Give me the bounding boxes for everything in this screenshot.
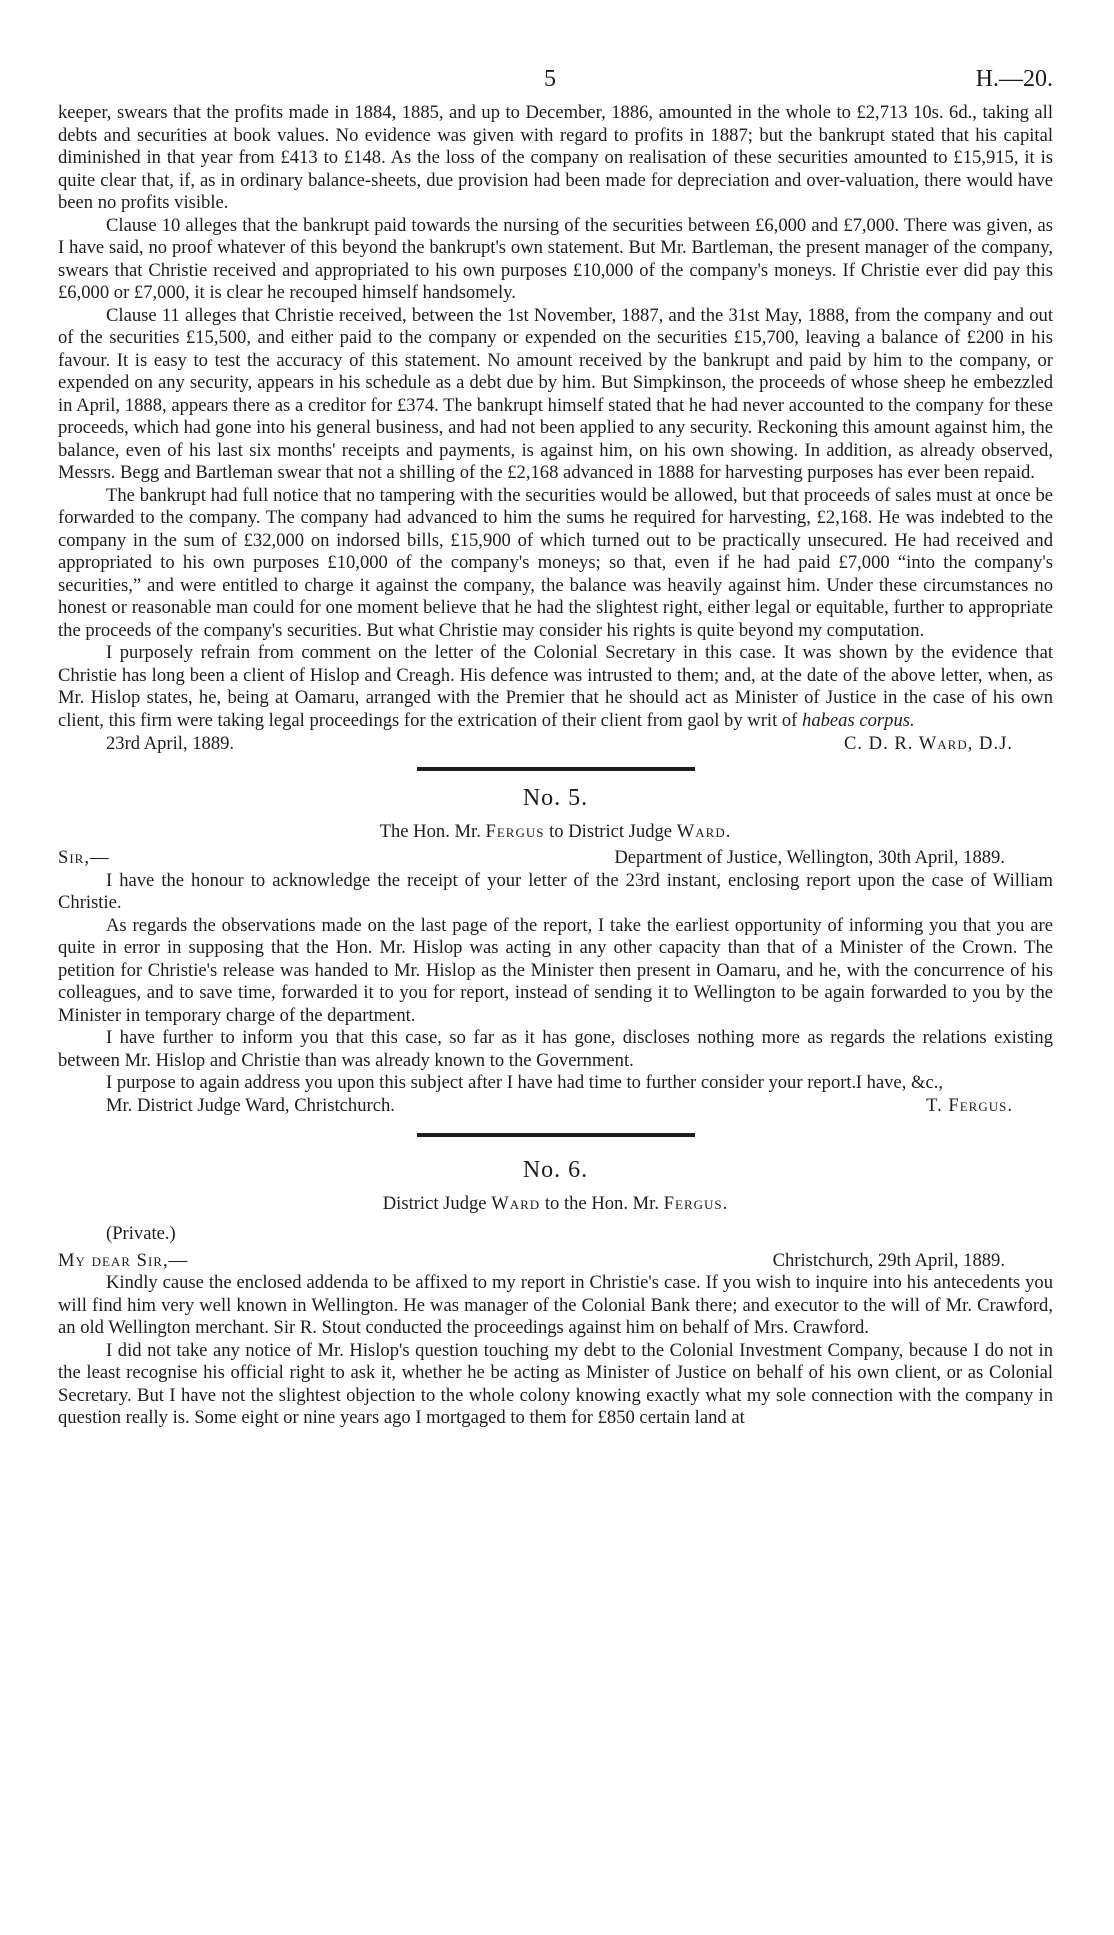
report-signature: C. D. R. Ward, D.J. (843, 733, 1013, 754)
paragraph-continued: keeper, swears that the profits made in 1884, 1885, and up to December, 1886, amounted in the whole to £2,713 10s. 6d., taking all debts and securities at book values. No evidence was given with regard to profits in 1887; but the bankrupt stated that his capital diminished in that year from £413 to £148. As the loss of the company on realisation of these securities amounted to £15,915, it is quite clear that, if, as in ordinary balance-sheets, due provision had been made for depreciation and over-valuation, there would have been no profits visible. (58, 102, 1053, 213)
closing-row (58, 1072, 1053, 1095)
signature-row-no5 (58, 1095, 1053, 1118)
addressee: Mr. District Judge Ward, Christchurch. (106, 1094, 395, 1116)
section-heading-no6: No. 6. (522, 1157, 589, 1183)
title-mid: to the Hon. Mr. (544, 1193, 659, 1214)
paragraph-colonial-secretary (58, 642, 1053, 732)
letter-title-no5 (58, 821, 1053, 847)
section-divider (417, 767, 695, 771)
paragraph-bankrupt-notice: The bankrupt had full notice that no tampering with the securities would be allowed, but that proceeds of sales must at once be forwarded to the company. The company had advanced to him the sums he required for harvesting, £2,168. He was indebted to the company in the sum of £32,000 on indorsed bills, £15,900 of which turned out to be practically unsecured. He had received and appropriated to his own purposes £10,000 of the company's moneys; so that, even if he had paid £7,000 “into the company's securities,” and were entitled to charge it against the company, the balance was heavily against him. Under these circumstances no honest or reasonable man could for one moment believe that he had the slightest right, either legal or equitable, further to appropriate the proceeds of the company's securities. But what Christie may consider his rights is quite beyond my computation. (58, 484, 1053, 641)
letter-paragraph: I purpose to again address you upon this subject after I have had time to further consider your report. (106, 1072, 857, 1093)
section-heading-no5: No. 5. (522, 785, 589, 811)
salutation: My dear Sir,— (58, 1249, 189, 1271)
dateline: Department of Justice, Wellington, 30th April, 1889. (614, 847, 1005, 868)
letter-paragraph: I did not take any notice of Mr. Hislop's question touching my debt to the Colonial Investment Company, because I do not in the least recognise his official right to ask it, whether he be acting as Minister of Justice on behalf of his own client, or as Colonial Secretary. But I have not the slightest objection to the whole colony knowing exactly what my sole connection with the company in question really is. Some eight or nine years ago I mortgaged to them for £850 certain land at (58, 1339, 1053, 1428)
title-mid: to District Judge (549, 821, 673, 842)
closing: I have, &c., (855, 1072, 943, 1093)
signature: T. Fergus. (926, 1094, 1013, 1116)
section-divider (417, 1133, 695, 1137)
salutation-row-no5 (58, 847, 1053, 870)
title-prefix: District Judge (382, 1193, 487, 1214)
title-prefix: The Hon. Mr. (379, 821, 481, 842)
dateline: Christchurch, 29th April, 1889. (772, 1249, 1005, 1271)
letter-paragraph: Kindly cause the enclosed addenda to be affixed to my report in Christie's case. If you wish to inquire into his antecedents you will find him very well known in Wellington. He was manager of the Colonial Bank there; and executor to the will of Mr. Crawford, an old Wellington merchant. Sir R. Stout conducted the proceedings against him on behalf of Mrs. Crawford. (58, 1272, 1053, 1338)
paragraph-clause-11: Clause 11 alleges that Christie received, between the 1st November, 1887, and the 31st May, 1888, from the company and out of the securities £15,500, and either paid to the company or expended on the securities £15,700, leaving a balance of £200 in his favour. It is easy to test the accuracy of this statement. No amount received by the bankrupt and paid by him to the company, or expended on any security, appears in his schedule as a debt due by him. But Simpkinson, the proceeds of whose sheep he embezzled in April, 1888, appears there as a creditor for £374. The bankrupt himself stated that he had never accounted to the company for these proceeds, which had gone into his general business, and had not been applied to any security. Reckoning this amount against him, the balance, even of his last six months' receipts and payments, is against him, on his own showing. In addition, as already observed, Messrs. Begg and Bartleman swear that not a shilling of the £2,168 advanced in 1888 for harvesting purposes has ever been repaid. (58, 304, 1053, 483)
title-sender: Ward (491, 1193, 541, 1214)
paragraph-clause-10: Clause 10 alleges that the bankrupt paid towards the nursing of the securities between £6,000 and £7,000. There was given, as I have said, no proof whatever of this beyond the bankrupt's own statement. But Mr. Bartleman, the present manager of the company, swears that Christie received and appropriated to his own purposes £10,000 of the company's moneys. If Christie ever did pay this £6,000 or £7,000, it is clear he recouped himself handsomely. (58, 214, 1053, 303)
letter-paragraph: I have the honour to acknowledge the receipt of your letter of the 23rd instant, enclosing report upon the case of William Christie. (58, 869, 1053, 913)
habeas-corpus: habeas corpus. (802, 709, 915, 731)
signature-line (58, 733, 1053, 757)
paragraph-text: I purposely refrain from comment on the letter of the Colonial Secretary in this case. It was shown by the evidence that Christie has long been a client of Hislop and Creagh. His defence was intrusted to them; and, at the date of the above letter, when, as Mr. Hislop states, he, being at Oamaru, arranged with the Premier that he should act as Minister of Justice in the case of his own client, this firm were taking legal proceedings for the extrication of their client from gaol by writ of (58, 642, 1053, 731)
letter-paragraph: As regards the observations made on the last page of the report, I take the earliest opportunity of informing you that you are quite in error in supposing that the Hon. Mr. Hislop was acting in any other capacity than that of a Minister of the Crown. The petition for Christie's release was handed to Mr. Hislop as the Minister then present in Oamaru, and he, with the concurrence of his colleagues, and to save time, forwarded it to you for report, instead of sending it to Wellington to be again forwarded to you by the Minister in temporary charge of the department. (58, 914, 1053, 1026)
page-number: 5 (544, 66, 556, 92)
salutation-row-no6 (58, 1250, 1053, 1273)
title-recipient: Fergus. (663, 1193, 729, 1214)
letter-title-no6 (58, 1193, 1053, 1219)
private-note: (Private.) (106, 1223, 176, 1244)
salutation: Sir,— (58, 847, 110, 868)
report-date: 23rd April, 1889. (106, 733, 235, 754)
document-code: H.—20. (975, 66, 1053, 92)
letter-paragraph: I have further to inform you that this case, so far as it has gone, discloses nothing more as regards the relations existing between Mr. Hislop and Christie than was already known to the Government. (58, 1027, 1053, 1071)
page-header (58, 58, 1053, 102)
title-sender: Fergus (485, 821, 545, 842)
document-page (58, 58, 1053, 1430)
title-recipient: Ward. (676, 821, 732, 842)
